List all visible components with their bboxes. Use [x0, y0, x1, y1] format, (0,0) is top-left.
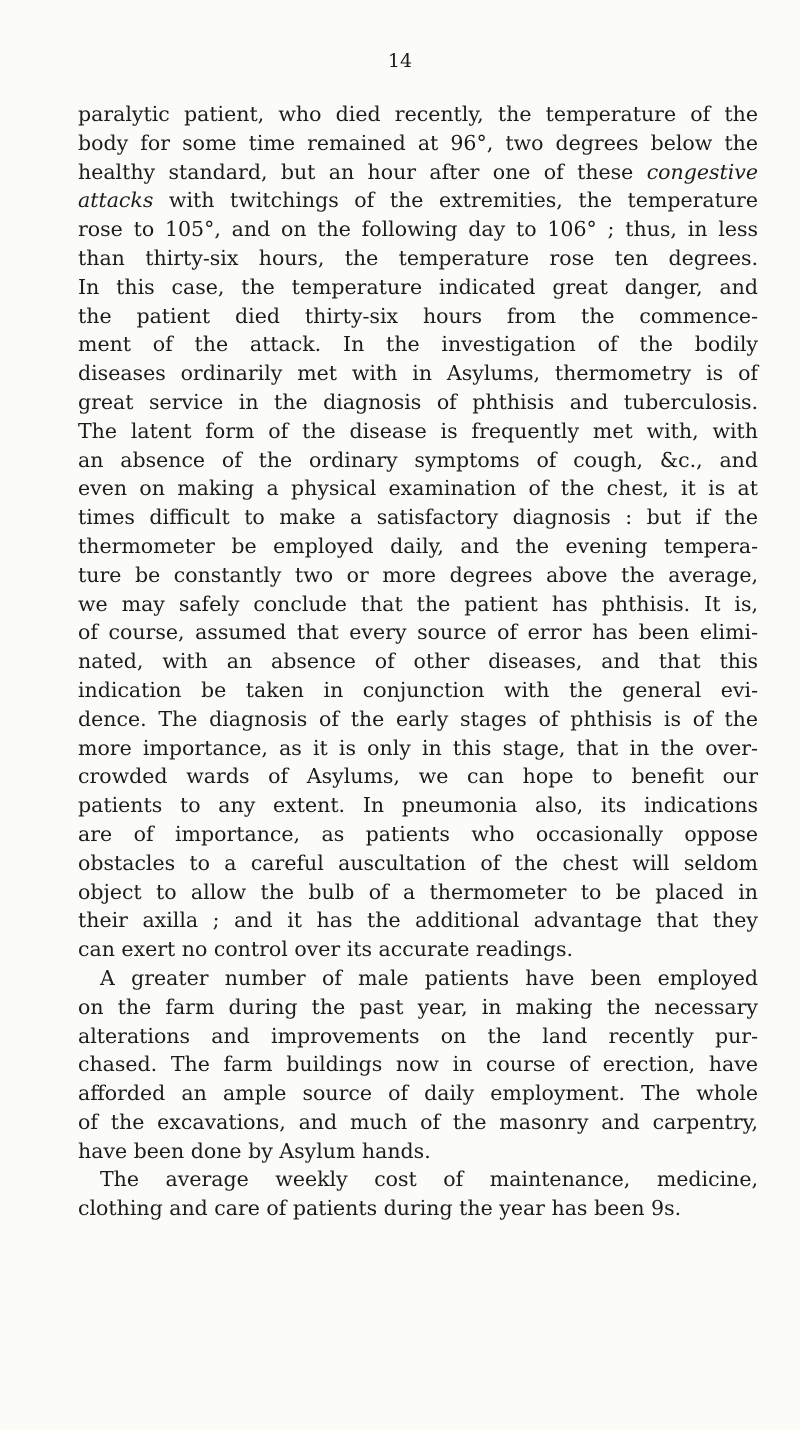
- text-line: ment of the attack. In the investigation of the bodily: [78, 332, 758, 357]
- text-line: ture be constantly two or more degrees above the average,: [78, 562, 758, 587]
- text-line: more importance, as it is only in this stage, that in the over-: [78, 735, 758, 760]
- text-line: have been done by Asylum hands.: [78, 1138, 431, 1163]
- text-line: are of importance, as patients who occasionally oppose: [78, 821, 758, 846]
- text-line: The latent form of the disease is frequently met with, with: [78, 418, 758, 443]
- text-line: on the farm during the past year, in making the necessary: [78, 994, 758, 1019]
- body-text: [78, 100, 758, 1223]
- italic-emphasis: congestive: [646, 159, 758, 184]
- text-line: of course, assumed that every source of error has been elimi-: [78, 620, 758, 645]
- text-line: obstacles to a careful auscultation of the chest will seldom: [78, 850, 758, 875]
- text-line: of the excavations, and much of the masonry and carpentry,: [78, 1109, 758, 1134]
- text-line: attacks with twitchings of the extremities, the temperature: [78, 188, 758, 213]
- paragraph-1: [78, 100, 758, 964]
- text-line: clothing and care of patients during the year has been 9s.: [78, 1196, 682, 1221]
- page-number: 14: [387, 50, 413, 72]
- text-line: patients to any extent. In pneumonia also, its indications: [78, 793, 758, 818]
- paragraph-2: [78, 964, 758, 1166]
- text-line: nated, with an absence of other diseases, and that this: [78, 649, 758, 674]
- text-line: healthy standard, but an hour after one of these congestive: [78, 159, 758, 184]
- italic-emphasis: attacks: [78, 188, 154, 213]
- text-line: than thirty-six hours, the temperature rose ten degrees.: [78, 245, 758, 270]
- text-line: the patient died thirty-six hours from the commence-: [78, 303, 758, 328]
- text-line: times difficult to make a satisfactory diagnosis : but if the: [78, 505, 758, 530]
- text-line: their axilla ; and it has the additional advantage that they: [78, 908, 758, 933]
- text-line: diseases ordinarily met with in Asylums, thermometry is of: [78, 361, 758, 386]
- text-line: indication be taken in conjunction with the general evi-: [78, 677, 758, 702]
- text-line: we may safely conclude that the patient has phthisis. It is,: [78, 591, 758, 616]
- text-line: even on making a physical examination of the chest, it is at: [78, 476, 758, 501]
- text-line: can exert no control over its accurate readings.: [78, 937, 574, 962]
- text-line: crowded wards of Asylums, we can hope to benefit our: [78, 764, 758, 789]
- text-line: body for some time remained at 96°, two degrees below the: [78, 130, 758, 155]
- text-line: great service in the diagnosis of phthisis and tuberculosis.: [78, 389, 758, 414]
- text-line: paralytic patient, who died recently, the temperature of the: [78, 102, 758, 126]
- text-line: thermometer be employed daily, and the evening tempera-: [78, 533, 758, 558]
- text-line: dence. The diagnosis of the early stages of phthisis is of the: [78, 706, 758, 731]
- text-line: rose to 105°, and on the following day to 106° ; thus, in less: [78, 217, 758, 242]
- text-line: A greater number of male patients have been employed: [100, 965, 758, 990]
- text-line: object to allow the bulb of a thermometer to be placed in: [78, 879, 758, 904]
- text-line: afforded an ample source of daily employment. The whole: [78, 1081, 758, 1106]
- text-line: chased. The farm buildings now in course of erection, have: [78, 1052, 758, 1077]
- text-line: In this case, the temperature indicated great danger, and: [78, 274, 758, 299]
- text-line: an absence of the ordinary symptoms of cough, &c., and: [78, 447, 758, 472]
- text-line: The average weekly cost of maintenance, medicine,: [100, 1167, 758, 1192]
- paragraph-3: [78, 1165, 758, 1223]
- text-line: alterations and improvements on the land recently pur-: [78, 1023, 758, 1048]
